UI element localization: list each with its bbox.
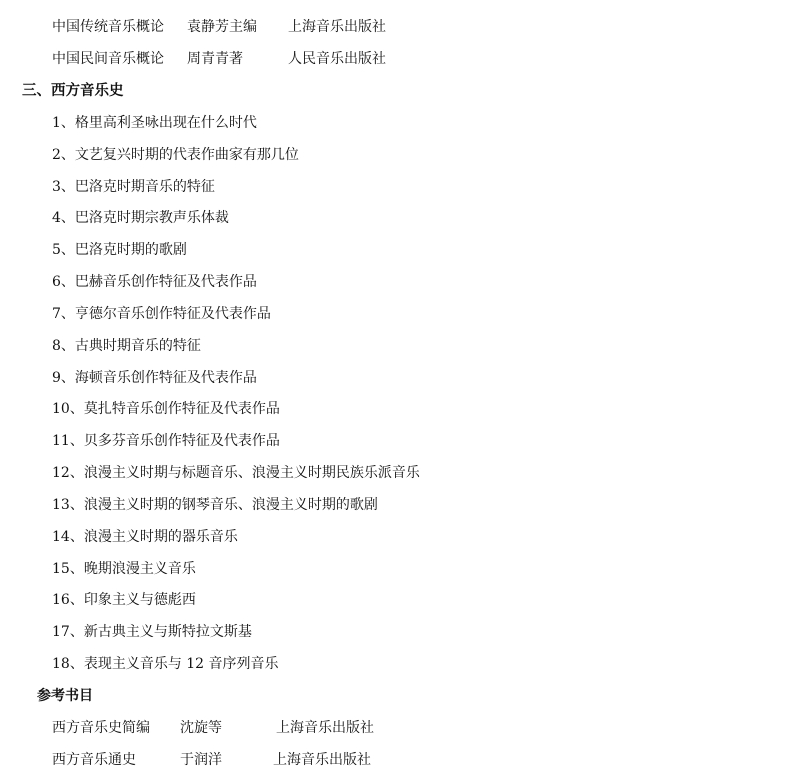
list-item: 2、文艺复兴时期的代表作曲家有那几位 (52, 147, 299, 163)
book-publisher: 人民音乐出版社 (288, 51, 386, 67)
list-item: 10、莫扎特音乐创作特征及代表作品 (52, 401, 280, 417)
list-item: 14、浪漫主义时期的器乐音乐 (52, 529, 238, 545)
list-item: 1、格里高利圣咏出现在什么时代 (52, 115, 257, 131)
references-heading: 参考书目 (37, 688, 93, 704)
book-row (0, 719, 800, 737)
list-item: 11、贝多芬音乐创作特征及代表作品 (52, 433, 280, 449)
book-title: 西方音乐通史 (52, 752, 136, 768)
list-item: 7、亨德尔音乐创作特征及代表作品 (52, 306, 271, 322)
book-row (0, 50, 800, 68)
book-author: 沈旋等 (180, 720, 222, 736)
book-title: 西方音乐史简编 (52, 720, 150, 736)
list-item: 13、浪漫主义时期的钢琴音乐、浪漫主义时期的歌剧 (52, 497, 378, 513)
list-item: 3、巴洛克时期音乐的特征 (52, 179, 215, 195)
list-item: 9、海顿音乐创作特征及代表作品 (52, 370, 257, 386)
section-heading: 三、西方音乐史 (22, 83, 124, 99)
book-author: 袁静芳主编 (187, 19, 257, 35)
book-title: 中国传统音乐概论 (52, 19, 164, 35)
list-item: 4、巴洛克时期宗教声乐体裁 (52, 210, 229, 226)
book-row (0, 751, 800, 769)
book-row (0, 18, 800, 36)
list-item: 6、巴赫音乐创作特征及代表作品 (52, 274, 257, 290)
list-item: 8、古典时期音乐的特征 (52, 338, 201, 354)
list-item: 16、印象主义与德彪西 (52, 592, 196, 608)
book-publisher: 上海音乐出版社 (288, 19, 386, 35)
book-publisher: 上海音乐出版社 (276, 720, 374, 736)
list-item: 15、晚期浪漫主义音乐 (52, 561, 196, 577)
list-item: 18、表现主义音乐与 12 音序列音乐 (52, 656, 279, 672)
list-item: 12、浪漫主义时期与标题音乐、浪漫主义时期民族乐派音乐 (52, 465, 420, 481)
book-publisher: 上海音乐出版社 (273, 752, 371, 768)
list-item: 5、巴洛克时期的歌剧 (52, 242, 187, 258)
book-author: 于润洋 (180, 752, 222, 768)
list-item: 17、新古典主义与斯特拉文斯基 (52, 624, 252, 640)
book-title: 中国民间音乐概论 (52, 51, 164, 67)
book-author: 周青青著 (187, 51, 243, 67)
